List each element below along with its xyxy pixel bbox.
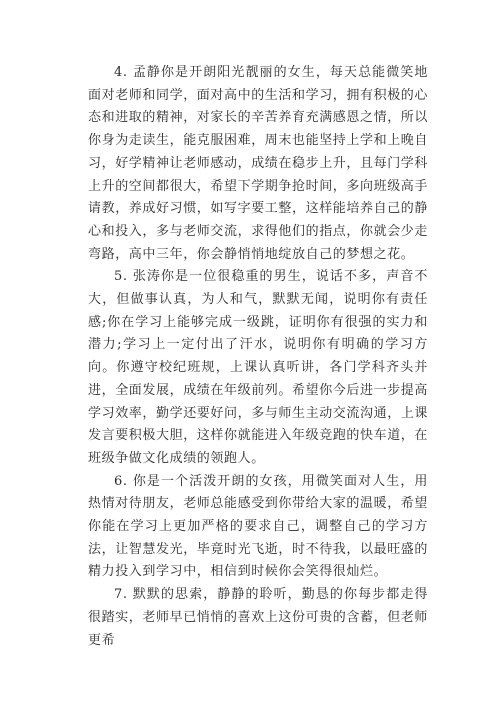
paragraph-4: 4. 孟静你是开朗阳光靓丽的女生，每天总能微笑地面对老师和同学，面对高中的生活和学习，拥有积极的心态和进取的精神，对家长的辛苦养育充满感恩之情，所以你身为走读生，能克服困难，周末也能坚持上学和上晚自习，好学精神让老师感动，成绩在稳步上升，且每门学科上升的空间都很大，希望下学期争抢时间，多向班级高手请教，养成好习惯，如写字要工整，这样能培养自己的静心和投入，多与老师交流，求得他们的指点，你就会少走弯路，高中三年，你会静悄悄地绽放自己的梦想之花。 (88, 65, 429, 262)
paragraph-6: 6. 你是一个活泼开朗的女孩，用微笑面对人生，用热情对待朋友，老师总能感受到你带给大家的温暖，希望你能在学习上更加严格的要求自己，调整自己的学习方法，让智慧发光，毕竟时光飞逝，时不待我，以最旺盛的精力投入到学习中，相信到时候你会笑得很灿烂。 (88, 473, 429, 580)
paragraph-5: 5. 张涛你是一位很稳重的男生，说话不多，声音不大，但做事认真，为人和气，默默无闻，说明你有责任感;你在学习上能够完成一级跳，证明你有很强的实力和潜力;学习上一定付出了汗水，说明你有明确的学习方向。你遵守校纪班规，上课认真听讲，各门学科齐头并进，全面发展，成绩在年级前列。希望你今后进一步提高学习效率，勤学还要好问，多与师生主动交流沟通，上课发言要积极大胆，这样你就能进入年级竞跑的快车道，在班级争做文化成绩的领跑人。 (88, 269, 429, 466)
paragraph-7: 7. 默默的思索，静静的聆听，勤恳的你每步都走得很踏实，老师早已悄悄的喜欢上这份可贵的含蓄，但老师更希 (88, 587, 429, 648)
document-body (88, 62, 428, 652)
